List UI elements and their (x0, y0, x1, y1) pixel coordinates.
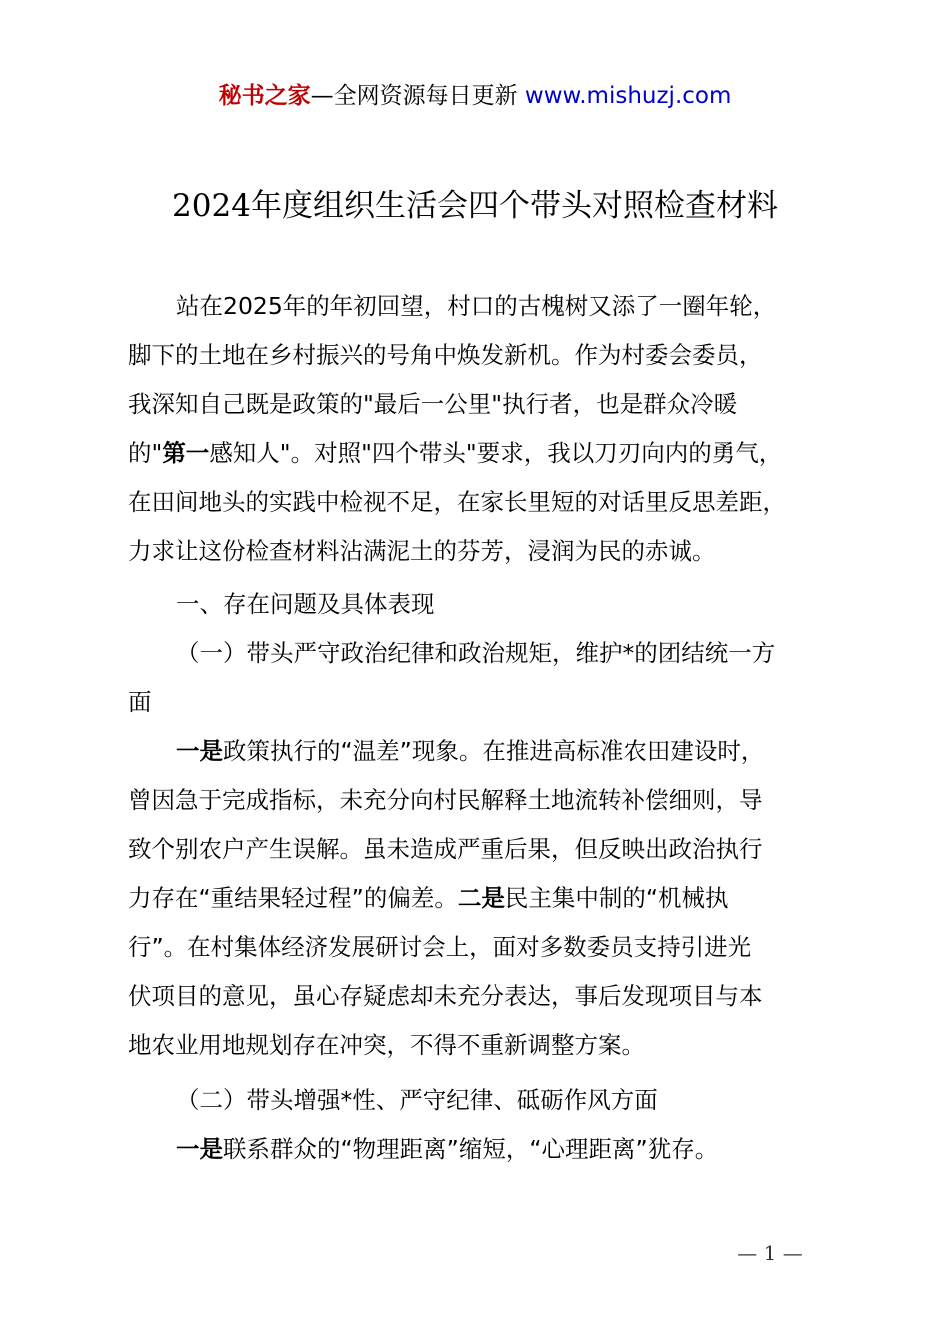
subheading-2 (128, 1076, 864, 1125)
subheading-1-line-2: 面 (128, 688, 152, 716)
intro-line-3: 我深知自己既是政策的"最后一公里"执行者，也是群众冷暖 (128, 390, 738, 418)
page-number: — 1 — (737, 1241, 803, 1265)
banner-brand: 秘书之家 (218, 83, 311, 109)
intro-line-4 (128, 429, 864, 478)
problem-2-line-1-text: 联系群众的“物理距离”缩短，“心理距离”犹存。 (223, 1135, 719, 1163)
subheading-1 (128, 629, 864, 727)
problem-paragraph-1 (128, 727, 864, 1070)
bold-marker-one: 一是 (176, 737, 223, 765)
problem-1-line-1 (128, 727, 864, 776)
site-banner (0, 80, 950, 112)
intro-line-6: 力求让这份检查材料沾满泥土的芬芳，浸润为民的赤诚。 (128, 537, 716, 565)
bold-marker-two: 二是 (457, 884, 505, 912)
problem-2-line-1 (128, 1125, 864, 1174)
problem-paragraph-2 (128, 1125, 864, 1174)
intro-line-5: 在田间地头的实践中检视不足，在家长里短的对话里反思差距， (128, 488, 786, 516)
problem-1-line-3: 致个别农户产生误解。虽未造成严重后果，但反映出政治执行 (128, 835, 763, 863)
problem-1-line-1-text: 政策执行的“温差”现象。在推进高标准农田建设时， (223, 737, 765, 765)
bold-marker-one-2: 一是 (176, 1135, 223, 1163)
problem-1-line-7: 地农业用地规划存在冲突，不得不重新调整方案。 (128, 1031, 645, 1059)
problem-1-line-2: 曾因急于完成指标，未充分向村民解释土地流转补偿细则，导 (128, 786, 763, 814)
subheading-1-line-1: （一）带头严守政治纪律和政治规矩，维护*的团结统一方 (176, 639, 776, 667)
intro-line-2: 脚下的土地在乡村振兴的号角中焕发新机。作为村委会委员， (128, 341, 763, 369)
intro-line-1: 站在2025年的年初回望，村口的古槐树又添了一圈年轮， (176, 292, 777, 320)
banner-url-link[interactable]: www.mishuzj.com (524, 83, 732, 109)
document-title: 2024年度组织生活会四个带头对照检查材料 (172, 188, 778, 224)
intro-line-4-start: 的" (128, 439, 163, 467)
problem-1-line-4-end: 民主集中制的“机械执 (504, 884, 729, 912)
section-heading-1-text: 一、存在问题及具体表现 (176, 590, 435, 618)
problem-1-line-4 (128, 874, 864, 923)
intro-bold-first: 第一 (162, 439, 210, 467)
subheading-2-line-1: （二）带头增强*性、严守纪律、砥砺作风方面 (176, 1086, 658, 1114)
problem-1-line-5: 行”。在村集体经济发展研讨会上，面对多数委员支持引进光 (128, 933, 752, 961)
problem-1-line-6: 伏项目的意见，虽心存疑虑却未充分表达，事后发现项目与本 (128, 982, 763, 1010)
section-heading-1 (128, 580, 864, 629)
banner-tagline: —全网资源每日更新 (310, 83, 525, 109)
problem-1-line-4-start: 力存在“重结果轻过程”的偏差。 (128, 884, 458, 912)
intro-paragraph (128, 282, 864, 576)
intro-line-4-end: 感知人"。对照"四个带头"要求，我以刀刃向内的勇气， (209, 439, 783, 467)
